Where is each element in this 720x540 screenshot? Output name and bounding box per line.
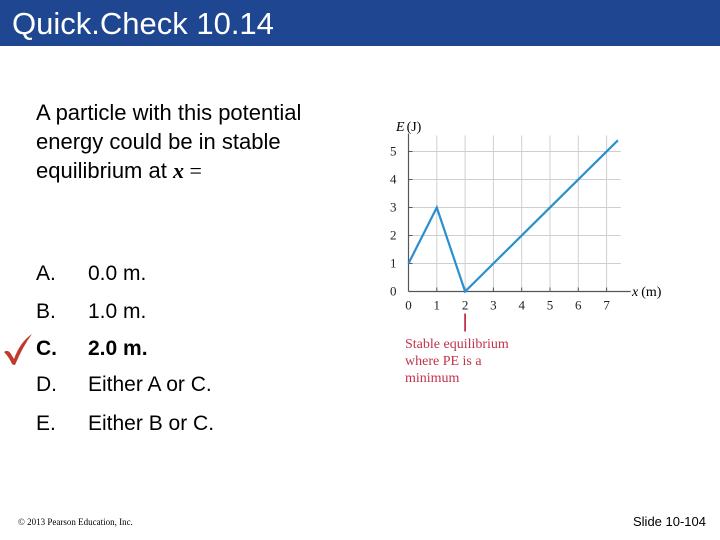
x-tick-label: 6 <box>575 297 582 313</box>
choice-text: Either A or C. <box>88 373 212 396</box>
title-bar <box>0 0 720 46</box>
graph-axes <box>409 134 631 292</box>
checkmark-icon <box>2 332 34 366</box>
y-tick-label: 2 <box>390 227 397 243</box>
question-line-1: A particle with this potential <box>36 100 302 125</box>
choice-text: 0.0 m. <box>88 262 147 285</box>
slide-number: Slide 10-104 <box>633 514 706 529</box>
energy-curve <box>409 140 618 291</box>
y-tick-label: 1 <box>390 255 397 271</box>
y-tick-label: 5 <box>390 143 397 159</box>
choice-letter: C. <box>36 337 57 360</box>
question-line-3 <box>36 156 356 185</box>
graph-ticks <box>390 144 610 313</box>
choice-text: Either B or C. <box>88 412 215 435</box>
question-line-3-prefix: equilibrium at <box>36 158 173 183</box>
question-line-2: energy could be in stable <box>36 129 281 154</box>
graph-grid <box>409 136 621 292</box>
energy-graph <box>380 108 680 398</box>
question-equals: = <box>183 158 202 183</box>
choice-letter: D. <box>36 373 57 396</box>
copyright-text: © 2013 Pearson Education, Inc. <box>18 517 133 527</box>
y-axis-label: E (J) <box>396 120 422 135</box>
y-tick-label: 4 <box>390 171 397 187</box>
choice-letter: A. <box>36 262 56 285</box>
question-variable: x <box>172 158 184 183</box>
x-tick-label: 3 <box>490 297 497 313</box>
x-axis-label: x (m) <box>632 285 662 300</box>
annotation-line-1: Stable equilibrium <box>405 337 509 352</box>
choice-text: 1.0 m. <box>88 300 147 323</box>
choice-letter: E. <box>36 412 56 435</box>
y-tick-label: 3 <box>390 199 397 215</box>
annotation-line-2: where PE is a <box>405 354 482 369</box>
x-tick-label: 7 <box>603 297 610 313</box>
choice-text: 2.0 m. <box>88 337 148 360</box>
x-tick-label: 1 <box>433 297 441 313</box>
x-tick-label: 2 <box>461 297 469 313</box>
annotation-line-3: minimum <box>405 371 460 386</box>
y-tick-label: 0 <box>390 283 397 299</box>
x-tick-label: 5 <box>546 297 554 313</box>
slide-title: Quick.Check 10.14 <box>12 6 274 41</box>
x-tick-label: 0 <box>405 297 412 313</box>
x-tick-label: 4 <box>518 297 525 313</box>
question-text <box>36 98 356 185</box>
choice-letter: B. <box>36 300 56 323</box>
